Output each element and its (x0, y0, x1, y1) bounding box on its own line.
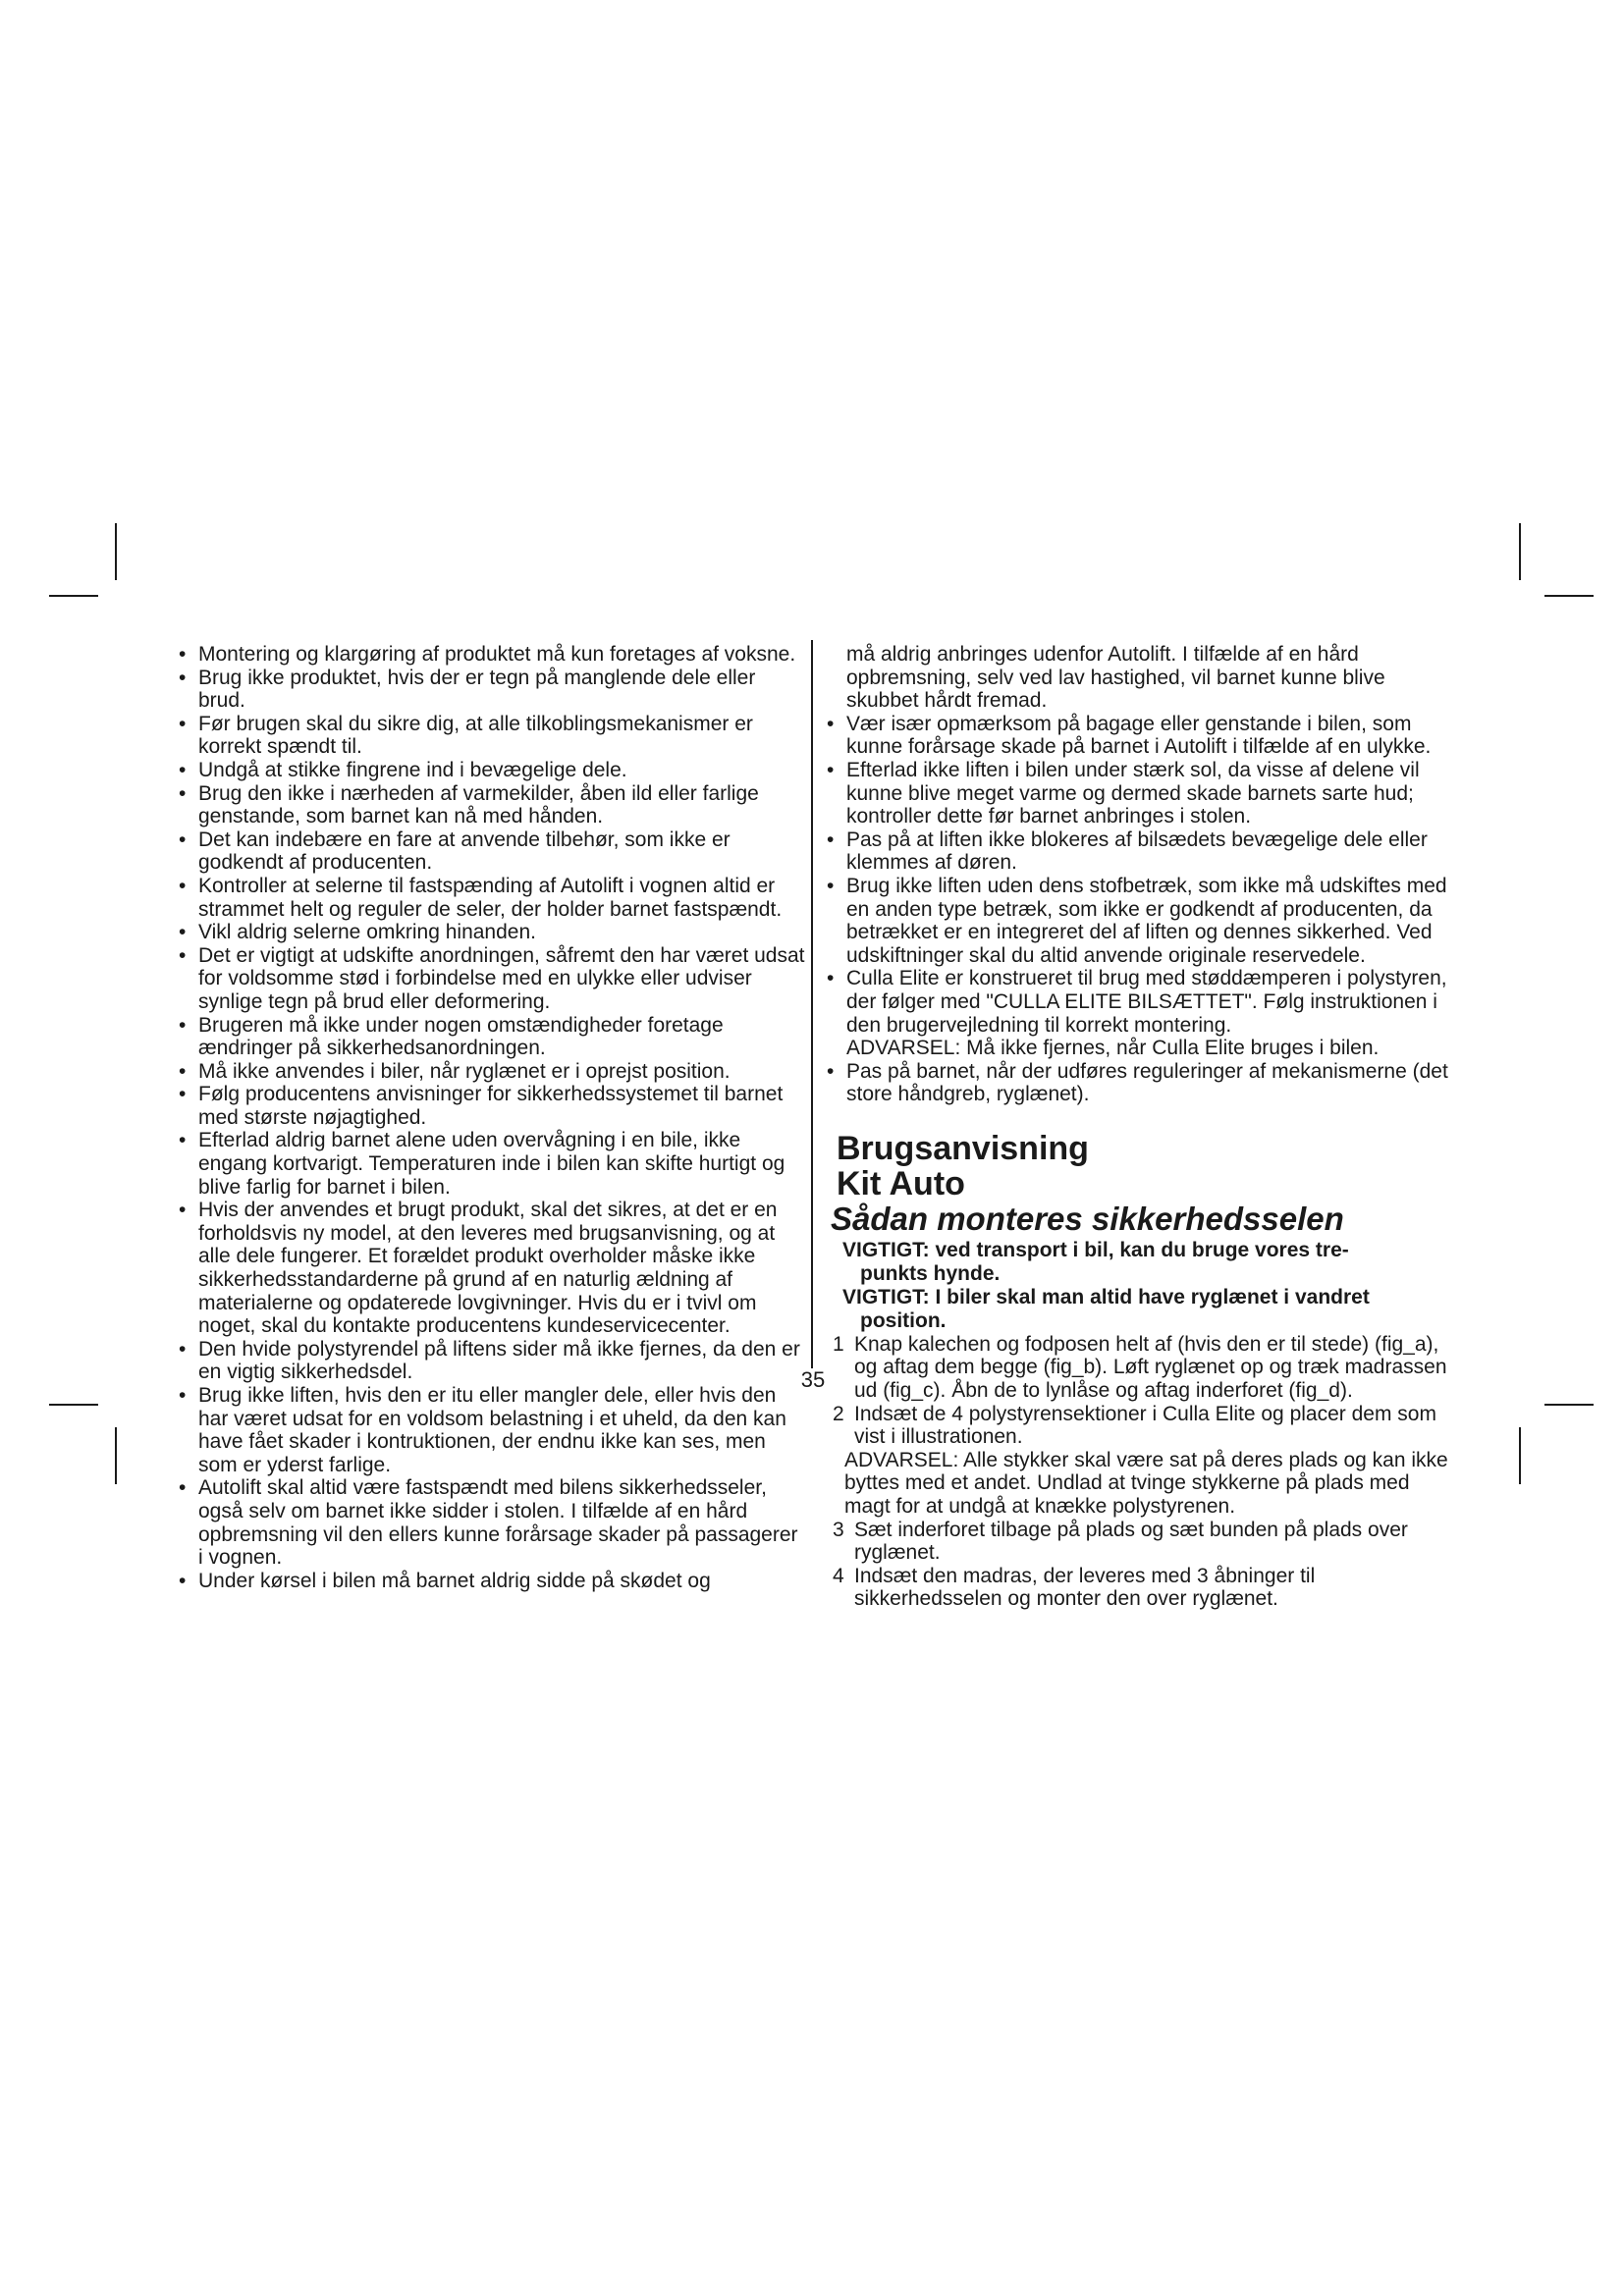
bullet-item: • Brug ikke liften uden dens stofbetræk, som ikke må udskiftes med en anden type betræk, som ikke er godkendt af producenten, da betrækket er en integreret del af liften og dennes sikkerhed. Ved udskiftninger skal du altid anvende originale reservedele. (825, 875, 1453, 967)
bullet-item: • Hvis der anvendes et brugt produkt, skal det sikres, at det er en forholdsvis ny model, at den leveres med brugsanvisning, og at alle dele fungerer. Et forældet produkt overholder måske ikke sikkerhedsstandarderne på grund af en naturlig ældning af materialerne og opdaterede lovgivninger. Hvis du er i tvivl om noget, skal du kontakte producentens kundeservicecenter. (177, 1199, 805, 1338)
warning-text: ADVARSEL: Alle stykker skal være sat på deres plads og kan ikke byttes med et andet. Undlad at tvinge stykkerne på plads med magt for at undgå at knække polystyrenen. (844, 1448, 1448, 1519)
crop-mark (49, 595, 98, 597)
step-text: Sæt inderforet tilbage på plads og sæt bunden på plads over ryglænet. (854, 1518, 1408, 1565)
bullet-item: • Den hvide polystyrendel på liftens sider må ikke fjernes, da den er en vigtig sikkerhedsdel. (177, 1338, 805, 1384)
bullet-item: • Brugeren må ikke under nogen omstændigheder foretage ændringer på sikkerhedsanordningen. (177, 1014, 805, 1060)
bullet-item: • Det kan indebære en fare at anvende tilbehør, som ikke er godkendt af producenten. (177, 828, 805, 875)
assembly-steps (825, 1333, 1453, 1449)
bullet-item: • Det er vigtigt at udskifte anordningen, såfremt den har været udsat for voldsomme stød i forbindelse med en ulykke eller udviser synlige tegn på brud eller deformering. (177, 944, 805, 1014)
important-note (842, 1239, 1453, 1286)
step-item (825, 1565, 1453, 1611)
bullet-item: • Efterlad aldrig barnet alene uden overvågning i en bile, ikke engang kortvarigt. Temperaturen inde i bilen kan skifte hurtigt og blive farlig for barnet i bilen. (177, 1129, 805, 1199)
bullet-item: • Culla Elite er konstrueret til brug med støddæmperen i polystyren, der følger med "CULLA ELITE BILSÆTTET". Følg instruktionen i den brugervejledning til korrekt montering. (825, 967, 1453, 1037)
crop-mark (115, 523, 117, 580)
bullet-item: • Før brugen skal du sikre dig, at alle tilkoblingsmekanismer er korrekt spændt til. (177, 713, 805, 759)
crop-mark (1519, 523, 1521, 580)
bullet-item: • Vikl aldrig selerne omkring hinanden. (177, 921, 805, 944)
safety-bullet-list (825, 1060, 1453, 1106)
continued-text: må aldrig anbringes udenfor Autolift. I tilfælde af en hård opbremsning, selv ved lav hastighed, vil barnet kunne blive skubbet hårdt fremad. (846, 643, 1385, 713)
section-subheading: Kit Auto (837, 1164, 965, 1202)
warning-text: ADVARSEL: Må ikke fjernes, når Culla Elite bruges i bilen. (846, 1037, 1380, 1060)
section-heading: Brugsanvisning (837, 1129, 1089, 1167)
important-note-line: VIGTIGT: I biler skal man altid have ryglænet i vandret (842, 1285, 1370, 1308)
step-number: 4 (833, 1564, 844, 1587)
column-divider (811, 640, 813, 1368)
step-text: Knap kalechen og fodposen helt af (hvis den er til stede) (fig_a), og aftag dem begge (fig_b). Løft ryglænet op og træk madrassen ud (fig_c). Åbn de to lynlåse og aftag inderforet (fig_d). (854, 1332, 1447, 1403)
bullet-item: • Brug den ikke i nærheden af varmekilder, åben ild eller farlige genstande, som barnet kan nå med hånden. (177, 782, 805, 828)
page-number: 35 (800, 1367, 826, 1392)
bullet-item: • Pas på at liften ikke blokeres af bilsædets bevægelige dele eller klemmes af døren. (825, 828, 1453, 875)
crop-mark (49, 1404, 98, 1406)
step-text: Indsæt den madras, der leveres med 3 åbninger til sikkerhedsselen og monter den over ryglænet. (854, 1564, 1316, 1611)
safety-bullet-list (177, 643, 805, 1592)
left-column (177, 643, 805, 1592)
section-title: Sådan monteres sikkerhedsselen (831, 1200, 1344, 1237)
crop-mark (1544, 595, 1594, 597)
step-item (825, 1333, 1453, 1403)
bullet-item: • Må ikke anvendes i biler, når ryglænet er i oprejst position. (177, 1060, 805, 1084)
important-note-line: VIGTIGT: ved transport i bil, kan du bruge vores tre- (842, 1238, 1349, 1261)
bullet-item: • Kontroller at selerne til fastspænding af Autolift i vognen altid er strammet helt og reguler de seler, der holder barnet fastspændt. (177, 875, 805, 921)
step-number: 3 (833, 1518, 844, 1541)
bullet-item: • Brug ikke liften, hvis den er itu eller mangler dele, eller hvis den har været udsat for en voldsom belastning i et uheld, da den kan have fået skader i kontruktionen, der endnu ikke kan ses, men som er yderst farlige. (177, 1384, 805, 1476)
bullet-item: • Autolift skal altid være fastspændt med bilens sikkerhedsseler, også selv om barnet ikke sidder i stolen. I tilfælde af en hård opbremsning vil den ellers kunne forårsage skader på passagerer i vognen. (177, 1476, 805, 1569)
bullet-item: • Undgå at stikke fingrene ind i bevægelige dele. (177, 759, 805, 782)
bullet-item: • Pas på barnet, når der udføres reguleringer af mekanismerne (det store håndgreb, ryglænet). (825, 1060, 1453, 1106)
crop-mark (1544, 1404, 1594, 1406)
step-number: 2 (833, 1402, 844, 1425)
bullet-item: • Vær især opmærksom på bagage eller genstande i bilen, som kunne forårsage skade på barnet i Autolift i tilfælde af en ulykke. (825, 713, 1453, 759)
bullet-item: • Under kørsel i bilen må barnet aldrig sidde på skødet og (177, 1570, 805, 1593)
bullet-item: • Efterlad ikke liften i bilen under stærk sol, da visse af delene vil kunne blive meget varme og dermed skade barnets sarte hud; kontroller dette før barnet anbringes i stolen. (825, 759, 1453, 828)
right-column (825, 643, 1453, 1611)
bullet-item: • Følg producentens anvisninger for sikkerhedssystemet til barnet med største nøjagtighed. (177, 1083, 805, 1129)
crop-mark (1519, 1427, 1521, 1484)
important-note-line: position. (860, 1308, 947, 1332)
important-note-line: punkts hynde. (860, 1261, 1001, 1285)
crop-mark (115, 1427, 117, 1484)
step-number: 1 (833, 1332, 844, 1356)
important-note (842, 1286, 1453, 1333)
bullet-item: • Montering og klargøring af produktet må kun foretages af voksne. (177, 643, 805, 667)
safety-bullet-list (825, 713, 1453, 1037)
assembly-steps (825, 1519, 1453, 1611)
step-item (825, 1403, 1453, 1449)
step-text: Indsæt de 4 polystyrensektioner i Culla Elite og placer dem som vist i illustrationen. (854, 1402, 1436, 1449)
bullet-item: • Brug ikke produktet, hvis der er tegn på manglende dele eller brud. (177, 667, 805, 713)
step-item (825, 1519, 1453, 1565)
